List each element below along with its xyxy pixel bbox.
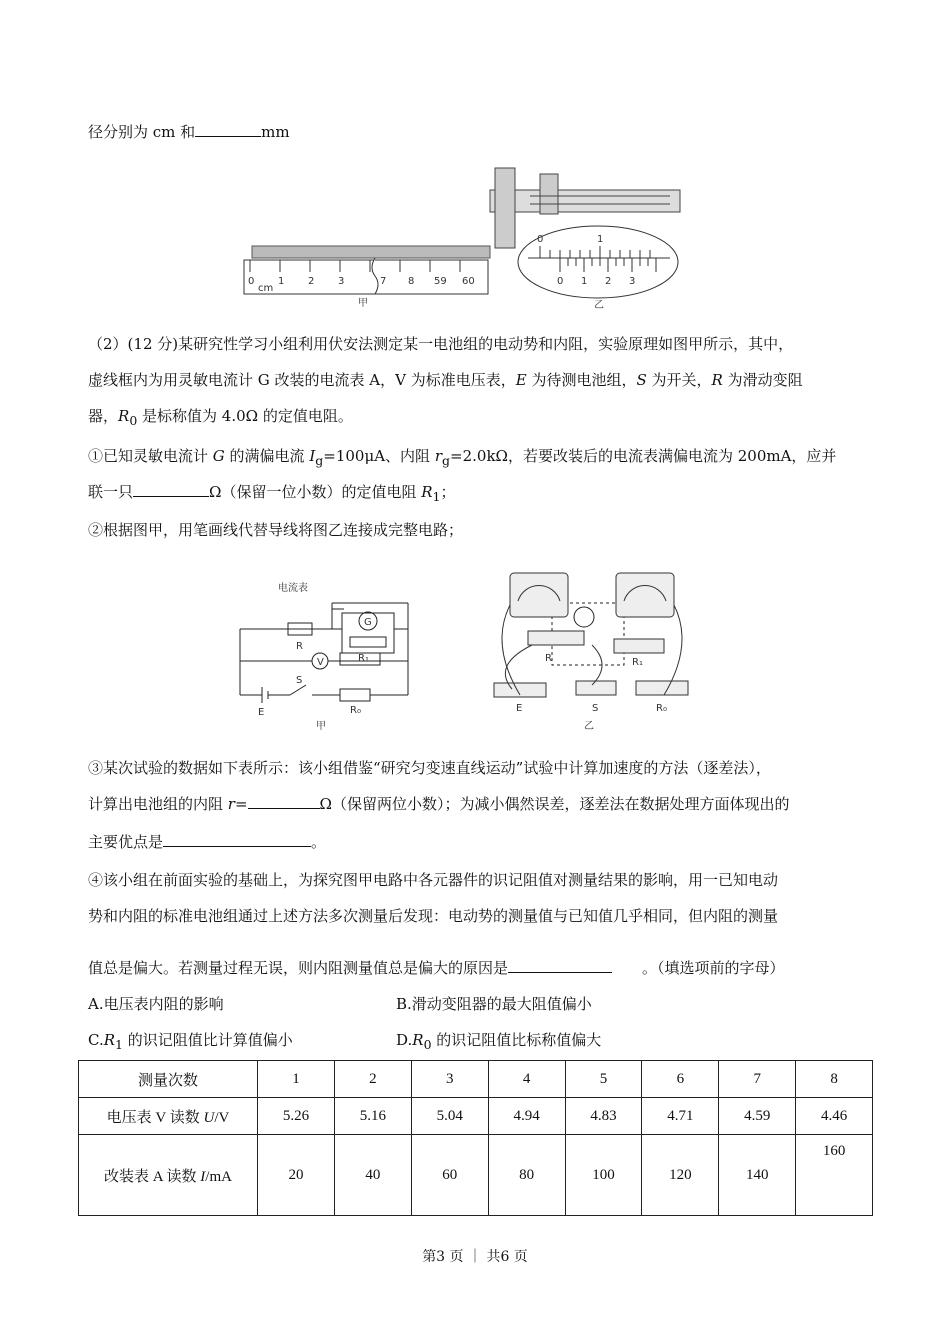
table-cell: 2 (334, 1061, 411, 1098)
s4-line1: ④该小组在前面实验的基础上，为探究图甲电路中各元器件的识记阻值对测量结果的影响，用一已知电动 (88, 871, 779, 889)
ruler-mark: 1 (278, 276, 285, 287)
option-a: A.电压表内阻的影响 (88, 995, 224, 1013)
option-b: B.滑动变阻器的最大阻值偏小 (396, 995, 592, 1013)
answer-blank-choice[interactable] (508, 958, 612, 973)
table-cell: 4.46 (796, 1098, 873, 1135)
vernier-bottom-mark: 1 (581, 276, 588, 287)
vernier-top-mark: 1 (597, 234, 604, 245)
r1-yi (614, 639, 664, 653)
answer-blank-r[interactable] (248, 794, 320, 809)
vernier-caliper (490, 168, 680, 310)
circuit-figure (232, 565, 692, 735)
r0-yi (636, 681, 688, 695)
table-row (79, 1061, 873, 1098)
q1-tail: 径分别为 cm 和 mm (88, 123, 290, 141)
table-header-cell: 电压表 V 读数 U/V (79, 1098, 258, 1135)
label-s: S (296, 675, 303, 686)
table-cell: 7 (719, 1061, 796, 1098)
table-cell: 5.26 (258, 1098, 335, 1135)
label-e: E (258, 707, 265, 718)
ruler-mark: 0 (248, 276, 255, 287)
label-ammeter: 电流表 (278, 583, 308, 594)
s4-line2: 势和内阻的标准电池组通过上述方法多次测量后发现：电动势的测量值与已知值几乎相同，但内阻的测量 (88, 907, 779, 925)
s3-line3: 主要优点是 。 (88, 833, 327, 851)
page-footer: 第3 页 ｜ 共6 页 (422, 1249, 528, 1265)
label-r1: R₁ (358, 653, 369, 664)
ruler-mark: 2 (308, 276, 315, 287)
table-cell: 20 (258, 1135, 335, 1216)
vernier-bottom-mark: 3 (629, 276, 636, 287)
label-jia: 甲 (358, 298, 368, 309)
q2-line1: （2）(12 分)某研究性学习小组利用伏安法测定某一电池组的电动势和内阻，实验原理如图甲所示，其中， (88, 335, 794, 353)
table-cell: 120 (642, 1135, 719, 1216)
s2-line: ②根据图甲，用笔画线代替导线将图乙连接成完整电路； (88, 521, 464, 539)
table-cell: 40 (334, 1135, 411, 1216)
meter-v (510, 573, 568, 617)
circuit-yi (494, 573, 688, 697)
ruler-mark: 8 (408, 276, 415, 287)
label-r0-yi: R₀ (656, 703, 667, 714)
table-cell: 6 (642, 1061, 719, 1098)
label-yi: 乙 (594, 300, 604, 310)
ruler-rod (244, 246, 490, 309)
vernier-bottom-mark: 2 (605, 276, 612, 287)
vernier-bottom-mark: 0 (557, 276, 564, 287)
table-row (79, 1135, 873, 1216)
table-cell: 5.16 (334, 1098, 411, 1135)
label-r0: R₀ (350, 705, 361, 716)
ruler-mark: 3 (338, 276, 345, 287)
label-e-yi: E (516, 703, 523, 714)
label-r1-yi: R₁ (632, 657, 643, 668)
q2-line2: 虚线框内为用灵敏电流计 G 改装的电流表 A，V 为标准电压表，E 为待测电池组，S 为开关，R 为滑动变阻 (88, 371, 803, 389)
table-cell: 4.83 (565, 1098, 642, 1135)
table-cell: 140 (719, 1135, 796, 1216)
table-cell: 4 (488, 1061, 565, 1098)
table-cell: 3 (411, 1061, 488, 1098)
table-cell: 5 (565, 1061, 642, 1098)
table-cell: 80 (488, 1135, 565, 1216)
label-g: G (364, 617, 372, 628)
switch-yi (576, 681, 616, 695)
table-header-cell: 改装表 A 读数 I/mA (79, 1135, 258, 1216)
table-cell: 4.59 (719, 1098, 796, 1135)
label-yi: 乙 (584, 721, 594, 732)
s1-line1: ①已知灵敏电流计 G 的满偏电流 $I_g=100\mu A$、内阻 $r_g=2.0k\Omega$，若要改装后的电流表满偏电流为 200mA，应并 (88, 447, 837, 468)
option-d: $D.R_0$ 的识记阻值比标称值偏大 (396, 1031, 602, 1052)
label-v: V (317, 657, 324, 668)
table-header-cell: 测量次数 (79, 1061, 258, 1098)
data-table (78, 1060, 873, 1216)
meter-a (616, 573, 674, 617)
table-cell: 4.94 (488, 1098, 565, 1135)
table-cell: 100 (565, 1135, 642, 1216)
answer-blank-r1[interactable] (133, 482, 209, 497)
table-cell: 160 (796, 1135, 873, 1216)
option-c: $C.R_1$ 的识记阻值比计算值偏小 (88, 1031, 293, 1052)
label-jia: 甲 (316, 721, 326, 732)
circuit-jia (240, 603, 624, 703)
answer-blank-advantage[interactable] (163, 832, 311, 847)
resistor-r0 (340, 689, 370, 701)
table-row (79, 1098, 873, 1135)
s3-line2: 计算出电池组的内阻 r= Ω（保留两位小数）；为减小偶然误差，逐差法在数据处理方面体现出的 (88, 795, 790, 813)
q2-line3: 器，$R_0$ 是标称值为 4.0Ω 的定值电阻。 (88, 407, 353, 428)
caliper-figure (240, 160, 690, 310)
rheostat-yi (528, 631, 584, 645)
s3-line1: ③某次试验的数据如下表所示：该小组借鉴“研究匀变速直线运动”试验中计算加速度的方法（逐差法）， (88, 759, 771, 777)
ruler-mark: 59 (434, 276, 447, 287)
label-r: R (296, 641, 303, 652)
table-cell: 4.71 (642, 1098, 719, 1135)
table-cell: 8 (796, 1061, 873, 1098)
table-cell: 5.04 (411, 1098, 488, 1135)
table-cell: 1 (258, 1061, 335, 1098)
label-r-yi: R (545, 653, 552, 664)
galvanometer (574, 607, 594, 627)
ruler-mark: 60 (462, 276, 475, 287)
ruler-mark: 7 (380, 276, 387, 287)
ruler-unit: cm (258, 283, 274, 294)
label-s-yi: S (592, 703, 599, 714)
vernier-top-mark: 0 (537, 234, 544, 245)
answer-blank[interactable] (195, 122, 261, 137)
s1-line2: 联一只 Ω（保留一位小数）的定值电阻 $R_1$； (88, 483, 456, 504)
table-cell: 60 (411, 1135, 488, 1216)
s4-line3: 值总是偏大。若测量过程无误，则内阻测量值总是偏大的原因是 。（填选项前的字母） (88, 959, 785, 977)
